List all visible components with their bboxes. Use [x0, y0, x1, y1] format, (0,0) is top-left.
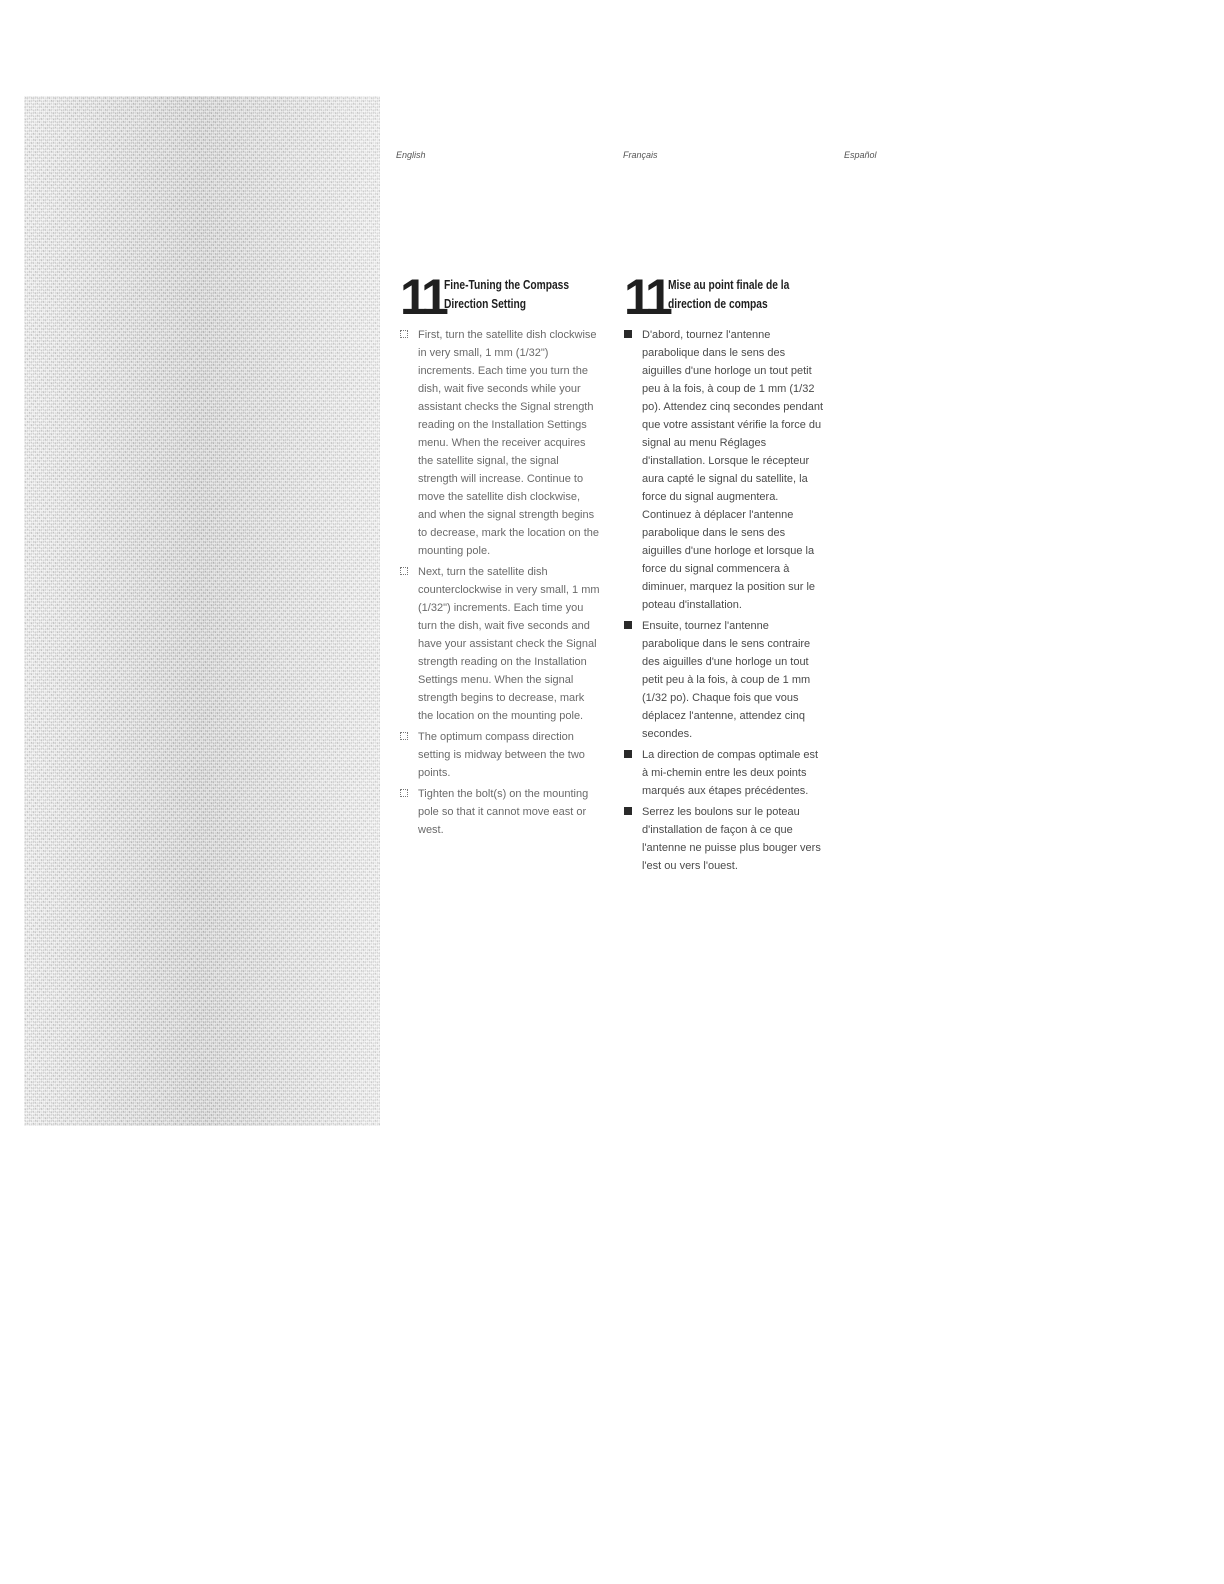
- step-item: [624, 746, 824, 800]
- step-text: First, turn the satellite dish clockwise in very small, 1 mm (1/32") increments. Each time you turn the dish, wait five seconds while your assistant checks the Signal strength reading on the Installation Settings menu. When the receiver acquires the satellite signal, the signal strength will increase. Continue to move the satellite dish clockwise, and when the signal strength begins to decrease, mark the location on the mounting pole.: [418, 329, 599, 557]
- section-header: [400, 269, 600, 325]
- english-column: [400, 269, 600, 842]
- step-text: La direction de compas optimale est à mi-chemin entre les deux points marqués aux étapes précédentes.: [642, 749, 819, 797]
- step-list: [400, 326, 600, 839]
- language-label-french: Français: [623, 150, 658, 160]
- section-title: Fine-Tuning the Compass Direction Setting: [444, 278, 570, 311]
- section-header: [624, 269, 824, 325]
- step-bullet-icon: [624, 750, 632, 758]
- step-bullet-icon: [400, 567, 408, 575]
- step-bullet-icon: [624, 330, 632, 338]
- step-text: Serrez les boulons sur le poteau d'installation de façon à ce que l'antenne ne puisse plus bouger vers l'est ou vers l'ouest.: [642, 806, 821, 872]
- step-bullet-icon: [624, 621, 632, 629]
- step-bullet-icon: [400, 732, 408, 740]
- language-label-english: English: [396, 150, 426, 160]
- step-text: The optimum compass direction setting is midway between the two points.: [418, 731, 585, 779]
- step-text: Ensuite, tournez l'antenne parabolique dans le sens contraire des aiguilles d'une horloge un tout petit peu à la fois, à coup de 1 mm (1/32 po). Chaque fois que vous déplacez l'antenne, attendez cinq secondes.: [642, 620, 811, 740]
- language-label-spanish: Español: [844, 150, 877, 160]
- step-item: [400, 728, 600, 782]
- section-title: Mise au point finale de la direction de compas: [668, 278, 790, 311]
- french-column: [624, 269, 824, 878]
- step-bullet-icon: [400, 330, 408, 338]
- step-text: Next, turn the satellite dish counterclockwise in very small, 1 mm (1/32") increments. Each time you turn the dish, wait five seconds and have your assistant check the Signal strength reading on the Installation Settings menu. When the signal strength begins to decrease, mark the location on the mounting pole.: [418, 566, 600, 722]
- step-item: [624, 617, 824, 743]
- step-text: Tighten the bolt(s) on the mounting pole so that it cannot move east or west.: [418, 788, 589, 836]
- decorative-texture-panel: [24, 96, 380, 1126]
- step-item: [400, 785, 600, 839]
- step-bullet-icon: [400, 789, 408, 797]
- step-text: D'abord, tournez l'antenne parabolique dans le sens des aiguilles d'une horloge un tout petit peu à la fois, à coup de 1 mm (1/32 po). Attendez cinq secondes pendant que votre assistant vérifie la force du signal au menu Réglages d'installation. Lorsque le récepteur aura capté le signal du satellite, la force du signal augmentera. Continuez à déplacer l'antenne parabolique dans le sens des aiguilles d'une horloge et lorsque la force du signal commencera à diminuer, marquez la position sur le poteau d'installation.: [642, 329, 824, 611]
- step-list: [624, 326, 824, 875]
- step-item: [400, 326, 600, 560]
- section-number: 11: [400, 269, 445, 325]
- step-item: [624, 326, 824, 614]
- step-item: [400, 563, 600, 725]
- step-item: [624, 803, 824, 875]
- section-number: 11: [624, 269, 669, 325]
- step-bullet-icon: [624, 807, 632, 815]
